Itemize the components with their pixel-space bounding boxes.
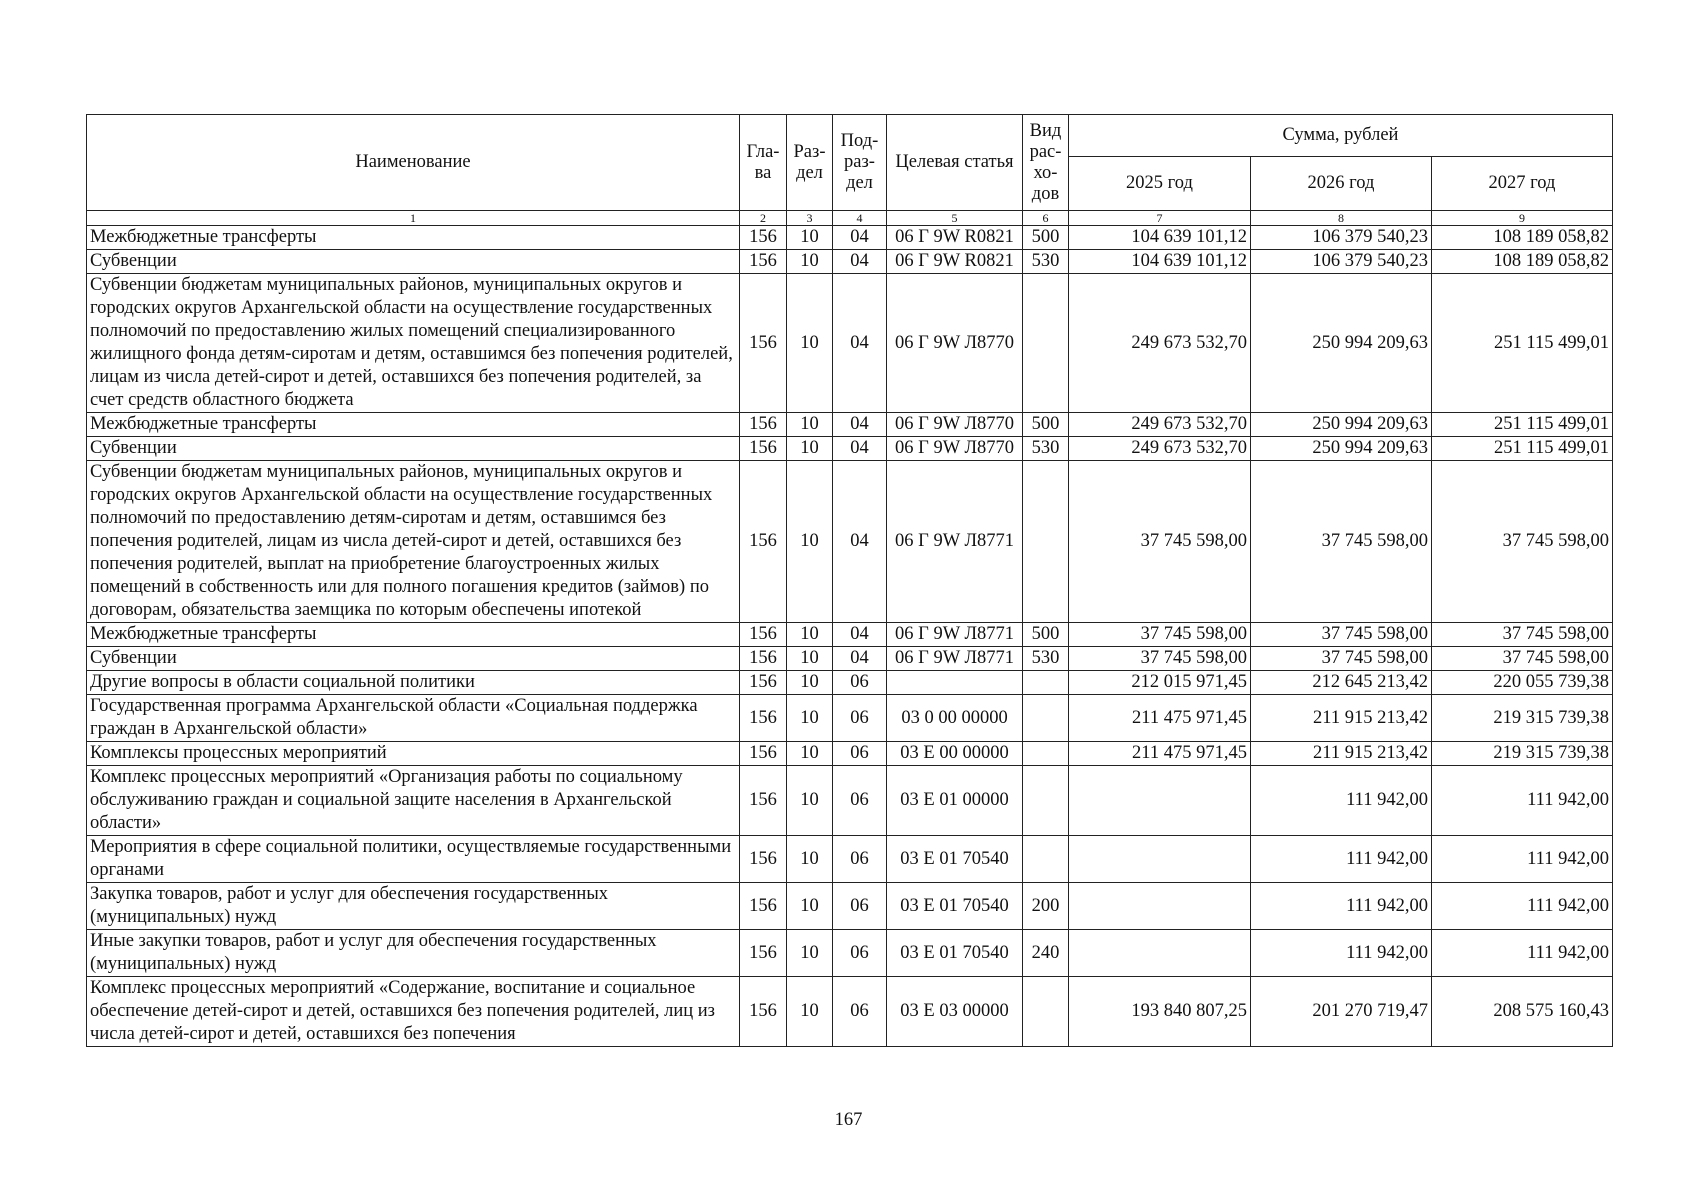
col-number: 3 bbox=[787, 211, 833, 226]
row-sum-2027: 37 745 598,00 bbox=[1432, 623, 1613, 647]
row-vid bbox=[1023, 766, 1069, 836]
table-row bbox=[87, 977, 1613, 1047]
row-name: Межбюджетные трансферты bbox=[87, 413, 740, 437]
col-number: 5 bbox=[887, 211, 1023, 226]
row-sum-2026: 201 270 719,47 bbox=[1251, 977, 1432, 1047]
row-vid: 530 bbox=[1023, 647, 1069, 671]
row-name: Субвенции bbox=[87, 647, 740, 671]
row-vid bbox=[1023, 461, 1069, 623]
row-celevaya: 06 Г 9W Л8771 bbox=[887, 623, 1023, 647]
row-sum-2027: 251 115 499,01 bbox=[1432, 437, 1613, 461]
row-name: Субвенции бюджетам муниципальных районов, муниципальных округов и городских округов Архангельской области на осуществление государственных полномочий по предоставлению жилых помещений специализированного жилищного фонда детям-сиротам и детям, оставшимся без попечения родителей, лицам из числа детей-сирот и детей, оставшихся без попечения родителей, за счет средств областного бюджета bbox=[87, 274, 740, 413]
row-glava: 156 bbox=[740, 742, 787, 766]
row-podrazdel: 04 bbox=[833, 274, 887, 413]
row-sum-2027: 251 115 499,01 bbox=[1432, 274, 1613, 413]
row-vid: 500 bbox=[1023, 413, 1069, 437]
row-sum-2026: 212 645 213,42 bbox=[1251, 671, 1432, 695]
table-row bbox=[87, 274, 1613, 413]
row-name: Комплексы процессных мероприятий bbox=[87, 742, 740, 766]
col-number: 2 bbox=[740, 211, 787, 226]
row-vid bbox=[1023, 671, 1069, 695]
row-sum-2027: 251 115 499,01 bbox=[1432, 413, 1613, 437]
row-celevaya: 03 Е 01 70540 bbox=[887, 883, 1023, 930]
row-sum-2027: 37 745 598,00 bbox=[1432, 647, 1613, 671]
row-podrazdel: 04 bbox=[833, 623, 887, 647]
row-sum-2025: 37 745 598,00 bbox=[1069, 461, 1251, 623]
row-name: Государственная программа Архангельской области «Социальная поддержка граждан в Архангельской области» bbox=[87, 695, 740, 742]
row-razdel: 10 bbox=[787, 413, 833, 437]
row-name: Мероприятия в сфере социальной политики, осуществляемые государственными органами bbox=[87, 836, 740, 883]
row-glava: 156 bbox=[740, 766, 787, 836]
row-sum-2025: 211 475 971,45 bbox=[1069, 742, 1251, 766]
header-name: Наименование bbox=[87, 115, 740, 211]
row-sum-2026: 37 745 598,00 bbox=[1251, 623, 1432, 647]
row-name: Комплекс процессных мероприятий «Содержание, воспитание и социальное обеспечение детей-сирот и детей, оставшихся без попечения родителей, лиц из числа детей-сирот и детей, оставшихся без попечения bbox=[87, 977, 740, 1047]
row-podrazdel: 06 bbox=[833, 883, 887, 930]
row-podrazdel: 04 bbox=[833, 413, 887, 437]
row-podrazdel: 04 bbox=[833, 250, 887, 274]
row-celevaya: 03 Е 00 00000 bbox=[887, 742, 1023, 766]
row-glava: 156 bbox=[740, 977, 787, 1047]
row-name: Закупка товаров, работ и услуг для обеспечения государственных (муниципальных) нужд bbox=[87, 883, 740, 930]
row-sum-2025: 104 639 101,12 bbox=[1069, 226, 1251, 250]
row-podrazdel: 06 bbox=[833, 671, 887, 695]
row-celevaya bbox=[887, 671, 1023, 695]
row-vid bbox=[1023, 836, 1069, 883]
row-sum-2025: 193 840 807,25 bbox=[1069, 977, 1251, 1047]
row-podrazdel: 04 bbox=[833, 647, 887, 671]
col-number: 4 bbox=[833, 211, 887, 226]
row-razdel: 10 bbox=[787, 623, 833, 647]
row-sum-2025: 37 745 598,00 bbox=[1069, 647, 1251, 671]
row-sum-2025: 249 673 532,70 bbox=[1069, 274, 1251, 413]
table-row bbox=[87, 461, 1613, 623]
row-name: Субвенции bbox=[87, 250, 740, 274]
row-sum-2026: 106 379 540,23 bbox=[1251, 250, 1432, 274]
row-podrazdel: 06 bbox=[833, 977, 887, 1047]
row-name: Другие вопросы в области социальной политики bbox=[87, 671, 740, 695]
row-sum-2025: 249 673 532,70 bbox=[1069, 437, 1251, 461]
row-name: Межбюджетные трансферты bbox=[87, 226, 740, 250]
row-sum-2027: 111 942,00 bbox=[1432, 766, 1613, 836]
col-number: 8 bbox=[1251, 211, 1432, 226]
row-sum-2027: 37 745 598,00 bbox=[1432, 461, 1613, 623]
row-sum-2027: 220 055 739,38 bbox=[1432, 671, 1613, 695]
row-sum-2027: 111 942,00 bbox=[1432, 883, 1613, 930]
row-razdel: 10 bbox=[787, 437, 833, 461]
row-name: Иные закупки товаров, работ и услуг для обеспечения государственных (муниципальных) нужд bbox=[87, 930, 740, 977]
row-sum-2025: 212 015 971,45 bbox=[1069, 671, 1251, 695]
header-year-2025: 2025 год bbox=[1069, 157, 1251, 211]
row-sum-2025: 37 745 598,00 bbox=[1069, 623, 1251, 647]
row-name: Комплекс процессных мероприятий «Организация работы по социальному обслуживанию граждан и социальной защите населения в Архангельской области» bbox=[87, 766, 740, 836]
row-sum-2026: 111 942,00 bbox=[1251, 883, 1432, 930]
row-podrazdel: 06 bbox=[833, 766, 887, 836]
table-row bbox=[87, 766, 1613, 836]
row-celevaya: 06 Г 9W Л8771 bbox=[887, 647, 1023, 671]
row-sum-2026: 111 942,00 bbox=[1251, 930, 1432, 977]
header-year-2026: 2026 год bbox=[1251, 157, 1432, 211]
row-glava: 156 bbox=[740, 671, 787, 695]
row-podrazdel: 06 bbox=[833, 836, 887, 883]
row-vid: 530 bbox=[1023, 437, 1069, 461]
row-podrazdel: 06 bbox=[833, 695, 887, 742]
col-number: 7 bbox=[1069, 211, 1251, 226]
row-sum-2026: 250 994 209,63 bbox=[1251, 413, 1432, 437]
row-sum-2025: 249 673 532,70 bbox=[1069, 413, 1251, 437]
header-celevaya: Целевая статья bbox=[887, 115, 1023, 211]
row-sum-2027: 111 942,00 bbox=[1432, 836, 1613, 883]
header-razdel: Раз-дел bbox=[787, 115, 833, 211]
col-number: 9 bbox=[1432, 211, 1613, 226]
row-celevaya: 03 Е 03 00000 bbox=[887, 977, 1023, 1047]
row-razdel: 10 bbox=[787, 695, 833, 742]
row-sum-2025: 211 475 971,45 bbox=[1069, 695, 1251, 742]
row-glava: 156 bbox=[740, 226, 787, 250]
row-sum-2025: 104 639 101,12 bbox=[1069, 250, 1251, 274]
row-razdel: 10 bbox=[787, 671, 833, 695]
table-row bbox=[87, 437, 1613, 461]
table-row bbox=[87, 623, 1613, 647]
row-celevaya: 06 Г 9W Л8770 bbox=[887, 274, 1023, 413]
row-razdel: 10 bbox=[787, 250, 833, 274]
row-vid bbox=[1023, 977, 1069, 1047]
row-podrazdel: 06 bbox=[833, 742, 887, 766]
table-row bbox=[87, 413, 1613, 437]
row-razdel: 10 bbox=[787, 766, 833, 836]
row-vid bbox=[1023, 742, 1069, 766]
table-row bbox=[87, 671, 1613, 695]
row-sum-2026: 37 745 598,00 bbox=[1251, 647, 1432, 671]
row-razdel: 10 bbox=[787, 977, 833, 1047]
row-sum-2026: 111 942,00 bbox=[1251, 766, 1432, 836]
header-year-2027: 2027 год bbox=[1432, 157, 1613, 211]
row-sum-2025 bbox=[1069, 766, 1251, 836]
row-sum-2026: 250 994 209,63 bbox=[1251, 274, 1432, 413]
row-celevaya: 03 0 00 00000 bbox=[887, 695, 1023, 742]
col-number: 1 bbox=[87, 211, 740, 226]
row-glava: 156 bbox=[740, 274, 787, 413]
row-razdel: 10 bbox=[787, 461, 833, 623]
header-summa: Сумма, рублей bbox=[1069, 115, 1613, 157]
table-row bbox=[87, 883, 1613, 930]
row-celevaya: 06 Г 9W R0821 bbox=[887, 226, 1023, 250]
table-row bbox=[87, 930, 1613, 977]
row-glava: 156 bbox=[740, 437, 787, 461]
row-glava: 156 bbox=[740, 647, 787, 671]
row-name: Субвенции бюджетам муниципальных районов, муниципальных округов и городских округов Архангельской области на осуществление государственных полномочий по предоставлению детям-сиротам и детям, оставшимся без попечения родителей, лицам из числа детей-сирот и детей, оставшихся без попечения родителей, выплат на приобретение благоустроенных жилых помещений в собственность или для полного погашения кредитов (займов) по договорам, обязательства заемщика по которым обеспечены ипотекой bbox=[87, 461, 740, 623]
row-sum-2026: 37 745 598,00 bbox=[1251, 461, 1432, 623]
header-glava: Гла-ва bbox=[740, 115, 787, 211]
table-row bbox=[87, 226, 1613, 250]
row-celevaya: 03 Е 01 70540 bbox=[887, 836, 1023, 883]
row-vid: 500 bbox=[1023, 623, 1069, 647]
row-razdel: 10 bbox=[787, 836, 833, 883]
row-glava: 156 bbox=[740, 930, 787, 977]
table-row bbox=[87, 695, 1613, 742]
row-sum-2026: 211 915 213,42 bbox=[1251, 695, 1432, 742]
table-row bbox=[87, 742, 1613, 766]
table-row bbox=[87, 647, 1613, 671]
row-glava: 156 bbox=[740, 413, 787, 437]
row-sum-2027: 219 315 739,38 bbox=[1432, 695, 1613, 742]
row-sum-2026: 250 994 209,63 bbox=[1251, 437, 1432, 461]
table-row bbox=[87, 836, 1613, 883]
row-podrazdel: 04 bbox=[833, 226, 887, 250]
row-sum-2027: 208 575 160,43 bbox=[1432, 977, 1613, 1047]
row-podrazdel: 06 bbox=[833, 930, 887, 977]
table-row bbox=[87, 250, 1613, 274]
row-podrazdel: 04 bbox=[833, 461, 887, 623]
row-vid: 200 bbox=[1023, 883, 1069, 930]
row-glava: 156 bbox=[740, 461, 787, 623]
row-name: Межбюджетные трансферты bbox=[87, 623, 740, 647]
header-podrazdel: Под-раз-дел bbox=[833, 115, 887, 211]
row-glava: 156 bbox=[740, 836, 787, 883]
row-glava: 156 bbox=[740, 250, 787, 274]
row-celevaya: 06 Г 9W Л8771 bbox=[887, 461, 1023, 623]
row-vid: 500 bbox=[1023, 226, 1069, 250]
row-razdel: 10 bbox=[787, 742, 833, 766]
row-razdel: 10 bbox=[787, 883, 833, 930]
row-vid: 530 bbox=[1023, 250, 1069, 274]
row-podrazdel: 04 bbox=[833, 437, 887, 461]
row-name: Субвенции bbox=[87, 437, 740, 461]
row-glava: 156 bbox=[740, 695, 787, 742]
row-sum-2026: 111 942,00 bbox=[1251, 836, 1432, 883]
row-sum-2027: 219 315 739,38 bbox=[1432, 742, 1613, 766]
row-sum-2025 bbox=[1069, 836, 1251, 883]
row-razdel: 10 bbox=[787, 274, 833, 413]
budget-table bbox=[86, 114, 1613, 1047]
row-sum-2027: 108 189 058,82 bbox=[1432, 226, 1613, 250]
row-vid bbox=[1023, 695, 1069, 742]
row-vid bbox=[1023, 274, 1069, 413]
row-celevaya: 03 Е 01 70540 bbox=[887, 930, 1023, 977]
page-number: 167 bbox=[834, 1110, 863, 1130]
row-glava: 156 bbox=[740, 883, 787, 930]
row-sum-2025 bbox=[1069, 883, 1251, 930]
row-glava: 156 bbox=[740, 623, 787, 647]
row-sum-2026: 106 379 540,23 bbox=[1251, 226, 1432, 250]
row-razdel: 10 bbox=[787, 226, 833, 250]
row-celevaya: 06 Г 9W Л8770 bbox=[887, 437, 1023, 461]
header-vid: Вид рас-хо-дов bbox=[1023, 115, 1069, 211]
row-razdel: 10 bbox=[787, 930, 833, 977]
col-number: 6 bbox=[1023, 211, 1069, 226]
row-celevaya: 03 Е 01 00000 bbox=[887, 766, 1023, 836]
row-sum-2027: 111 942,00 bbox=[1432, 930, 1613, 977]
row-sum-2026: 211 915 213,42 bbox=[1251, 742, 1432, 766]
row-sum-2025 bbox=[1069, 930, 1251, 977]
row-sum-2027: 108 189 058,82 bbox=[1432, 250, 1613, 274]
row-celevaya: 06 Г 9W Л8770 bbox=[887, 413, 1023, 437]
row-vid: 240 bbox=[1023, 930, 1069, 977]
row-razdel: 10 bbox=[787, 647, 833, 671]
row-celevaya: 06 Г 9W R0821 bbox=[887, 250, 1023, 274]
